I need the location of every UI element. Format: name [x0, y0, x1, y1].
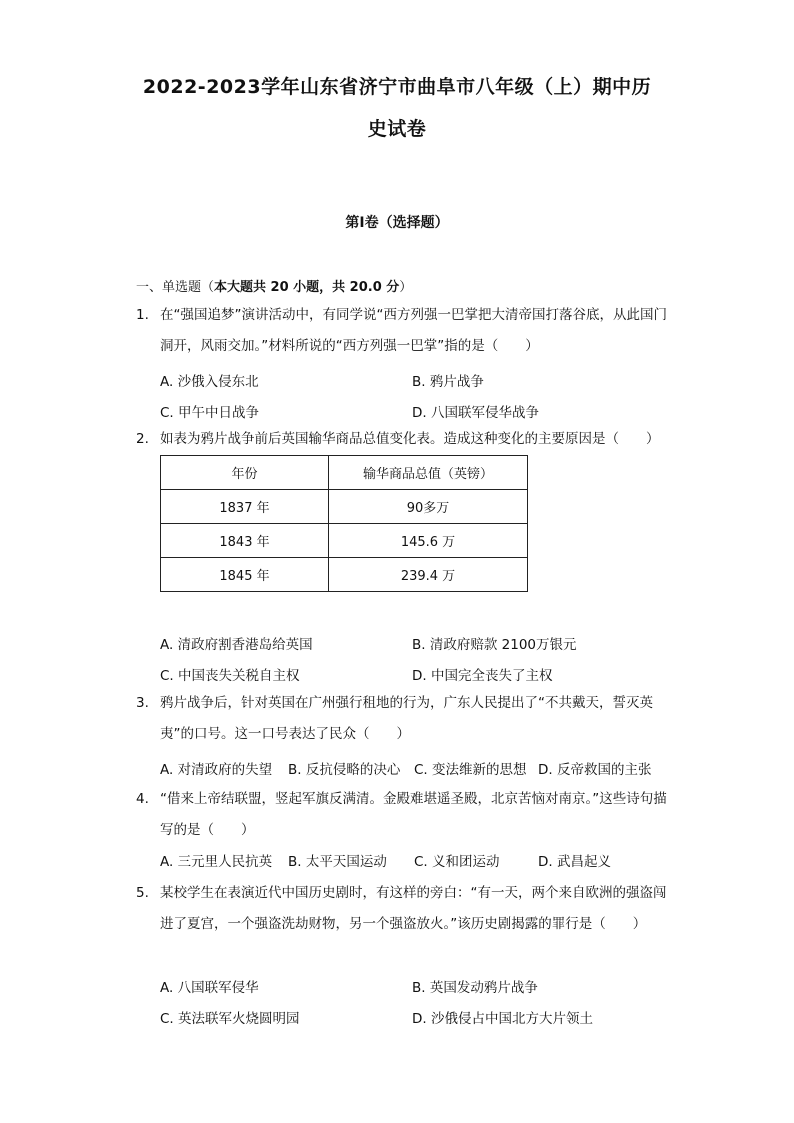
option-a[interactable]: A. 清政府割香港岛给英国 [160, 637, 313, 653]
table-cell: 1845 年 [161, 558, 329, 592]
question-4 [136, 784, 676, 846]
question-text: “借来上帝结联盟，竖起军旗反满清。金殿难堪遥圣殿，北京苦恼对南京。”这些诗句描写的是（ ） [160, 791, 667, 838]
option-b[interactable]: B. 清政府赔款 2100万银元 [412, 637, 577, 653]
option-d[interactable]: D. 八国联军侵华战争 [412, 405, 539, 421]
option-b[interactable]: B. 太平天国运动 [288, 854, 387, 870]
section-suffix: ） [399, 280, 413, 295]
option-b[interactable]: B. 反抗侵略的决心 [288, 762, 401, 778]
option-c[interactable]: C. 甲午中日战争 [160, 405, 260, 421]
option-b[interactable]: B. 英国发动鸦片战争 [412, 980, 538, 996]
question-number: 1. [136, 307, 149, 323]
table-row [161, 490, 528, 524]
table-cell: 145.6 万 [329, 524, 528, 558]
question-text: 如表为鸦片战争前后英国输华商品总值变化表。造成这种变化的主要原因是（ ） [160, 431, 660, 447]
table-header-row [161, 456, 528, 490]
table-cell: 239.4 万 [329, 558, 528, 592]
question-number: 4. [136, 791, 149, 807]
table-row [161, 558, 528, 592]
export-value-table [160, 455, 528, 592]
question-5 [136, 878, 676, 940]
table-row [161, 524, 528, 558]
option-a[interactable]: A. 对清政府的失望 [160, 762, 273, 778]
table-header-year: 年份 [161, 456, 329, 490]
option-d[interactable]: D. 中国完全丧失了主权 [412, 668, 553, 684]
section-detail: 本大题共 20 小题，共 20.0 分 [214, 280, 400, 295]
option-d[interactable]: D. 反帝救国的主张 [538, 762, 652, 778]
table-header-value: 输华商品总值（英镑） [329, 456, 528, 490]
section-heading [136, 276, 412, 295]
option-c[interactable]: C. 英法联军火烧圆明园 [160, 1011, 300, 1027]
option-a[interactable]: A. 八国联军侵华 [160, 980, 259, 996]
question-number: 2. [136, 431, 149, 447]
question-number: 5. [136, 885, 149, 901]
option-c[interactable]: C. 中国丧失关税自主权 [160, 668, 300, 684]
option-c[interactable]: C. 义和团运动 [414, 854, 500, 870]
option-d[interactable]: D. 沙俄侵占中国北方大片领土 [412, 1011, 593, 1027]
question-text: 某校学生在表演近代中国历史剧时，有这样的旁白：“有一天，两个来自欧洲的强盗闯进了夏宫，一个强盗洗劫财物，另一个强盗放火。”该历史剧揭露的罪行是（ ） [160, 885, 667, 932]
question-2 [136, 424, 676, 455]
question-1 [136, 300, 676, 362]
question-text: 鸦片战争后，针对英国在广州强行租地的行为，广东人民提出了“不共戴天，誓灭英夷”的口号。这一口号表达了民众（ ） [160, 695, 653, 742]
table-cell: 1837 年 [161, 490, 329, 524]
exam-title-line2: 史试卷 [367, 118, 427, 140]
question-3 [136, 688, 676, 750]
option-c[interactable]: C. 变法维新的思想 [414, 762, 527, 778]
exam-title-line1: 2022-2023学年山东省济宁市曲阜市八年级（上）期中历 [142, 76, 652, 98]
option-d[interactable]: D. 武昌起义 [538, 854, 611, 870]
option-a[interactable]: A. 沙俄入侵东北 [160, 374, 259, 390]
question-number: 3. [136, 695, 149, 711]
volume-heading: 第I卷（选择题） [345, 215, 449, 231]
option-b[interactable]: B. 鸦片战争 [412, 374, 484, 390]
option-a[interactable]: A. 三元里人民抗英 [160, 854, 273, 870]
question-text: 在“强国追梦”演讲活动中，有同学说“西方列强一巴掌把大清帝国打落谷底，从此国门洞开，风雨交加。”材料所说的“西方列强一巴掌”指的是（ ） [160, 307, 667, 354]
table-cell: 90多万 [329, 490, 528, 524]
section-prefix: 一、单选题（ [136, 280, 215, 295]
table-cell: 1843 年 [161, 524, 329, 558]
